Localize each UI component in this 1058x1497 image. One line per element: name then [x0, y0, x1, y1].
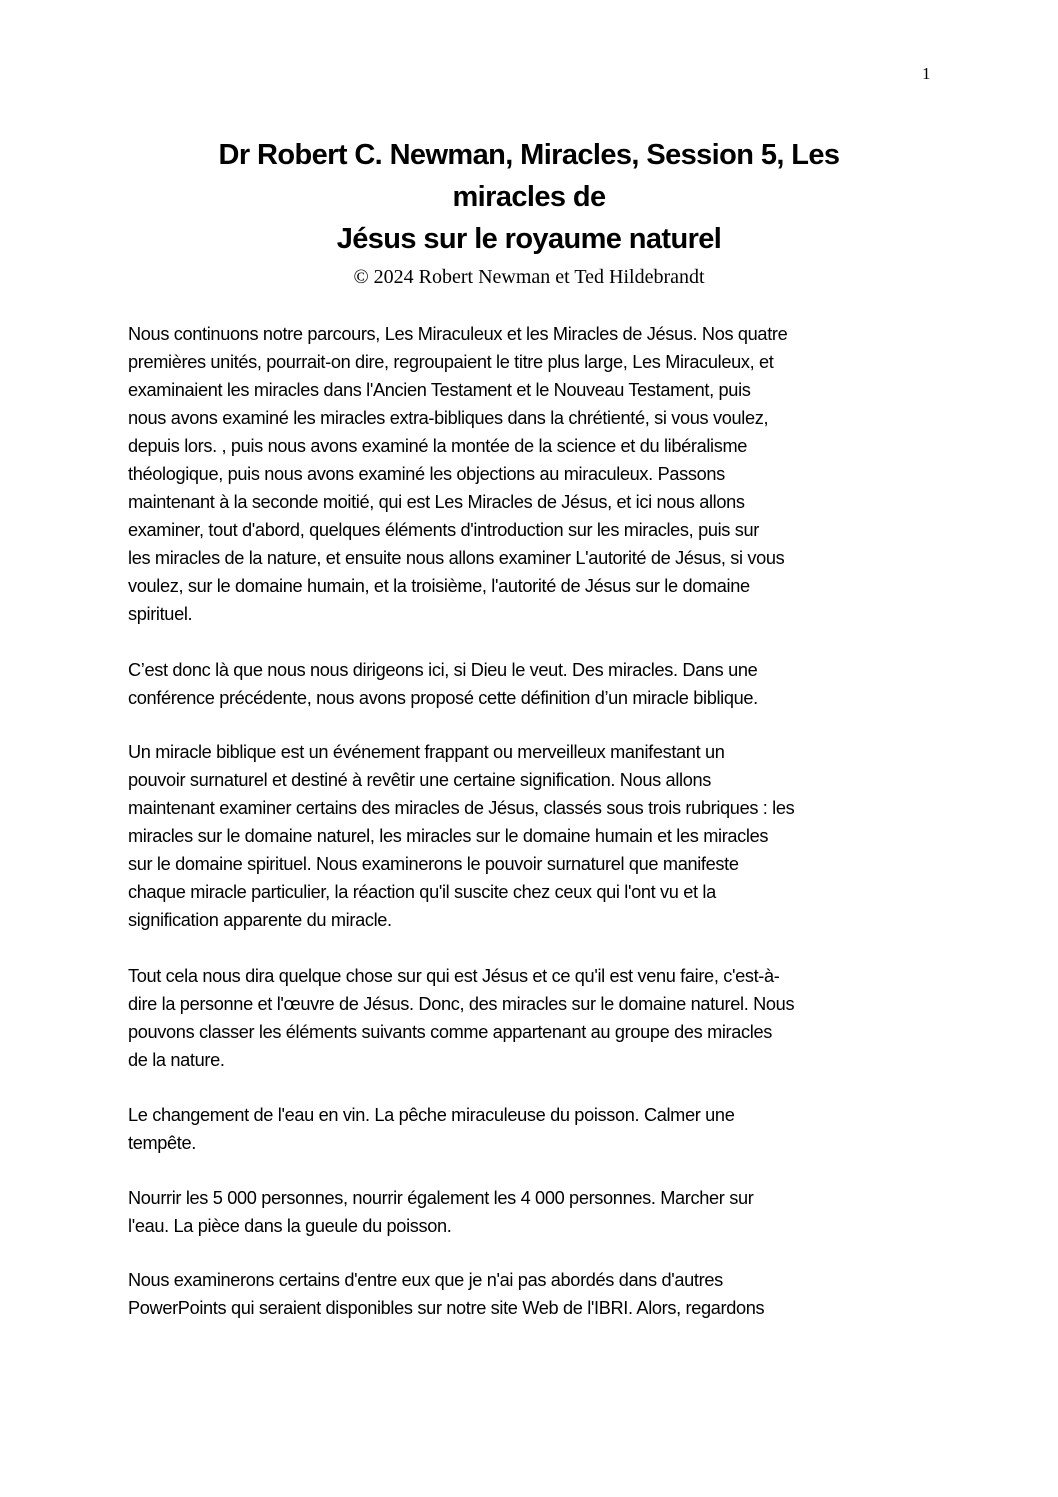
- text-line: Tout cela nous dira quelque chose sur qui est Jésus et ce qu'il est venu faire, c'est-à-: [128, 966, 780, 986]
- title-line: Jésus sur le royaume naturel: [336, 223, 722, 255]
- text-line: maintenant examiner certains des miracles de Jésus, classés sous trois rubriques : les: [128, 798, 795, 818]
- text-line: l'eau. La pièce dans la gueule du poisson.: [128, 1216, 452, 1236]
- paragraph: [128, 320, 787, 628]
- text-line: spirituel.: [128, 604, 193, 624]
- text-line: Nous examinerons certains d'entre eux que je n'ai pas abordés dans d'autres: [128, 1270, 723, 1290]
- text-line: Nous continuons notre parcours, Les Miraculeux et les Miracles de Jésus. Nos quatre: [128, 324, 788, 344]
- text-line: pouvoir surnaturel et destiné à revêtir une certaine signification. Nous allons: [128, 770, 711, 790]
- paragraph: [128, 962, 794, 1074]
- page-number: 1: [922, 64, 931, 83]
- title-line: miracles de: [452, 181, 606, 213]
- paragraph: [128, 1184, 753, 1240]
- text-line: examinaient les miracles dans l'Ancien Testament et le Nouveau Testament, puis: [128, 380, 751, 400]
- text-line: dire la personne et l'œuvre de Jésus. Donc, des miracles sur le domaine naturel. Nous: [128, 994, 795, 1014]
- paragraph: [128, 1101, 734, 1157]
- text-line: chaque miracle particulier, la réaction qu'il suscite chez ceux qui l'ont vu et la: [128, 882, 716, 902]
- copyright: © 2024 Robert Newman et Ted Hildebrandt: [353, 266, 705, 288]
- text-line: voulez, sur le domaine humain, et la troisième, l'autorité de Jésus sur le domaine: [128, 576, 750, 596]
- text-line: sur le domaine spirituel. Nous examinerons le pouvoir surnaturel que manifeste: [128, 854, 739, 874]
- text-line: Le changement de l'eau en vin. La pêche miraculeuse du poisson. Calmer une: [128, 1105, 735, 1125]
- paragraph: [128, 738, 794, 934]
- text-line: pouvons classer les éléments suivants comme appartenant au groupe des miracles: [128, 1022, 772, 1042]
- text-line: miracles sur le domaine naturel, les miracles sur le domaine humain et les miracles: [128, 826, 769, 846]
- text-line: depuis lors. , puis nous avons examiné la montée de la science et du libéralisme: [128, 436, 748, 456]
- paragraph: [128, 656, 758, 712]
- text-line: nous avons examiné les miracles extra-bibliques dans la chrétienté, si vous voulez,: [128, 408, 769, 428]
- text-line: Un miracle biblique est un événement frappant ou merveilleux manifestant un: [128, 742, 725, 762]
- text-line: de la nature.: [128, 1050, 225, 1070]
- text-line: signification apparente du miracle.: [128, 910, 392, 930]
- text-line: conférence précédente, nous avons proposé cette définition d’un miracle biblique.: [128, 688, 758, 708]
- text-line: Nourrir les 5 000 personnes, nourrir également les 4 000 personnes. Marcher sur: [128, 1188, 754, 1208]
- text-line: les miracles de la nature, et ensuite nous allons examiner L'autorité de Jésus, si vous: [128, 548, 785, 568]
- text-line: premières unités, pourrait-on dire, regroupaient le titre plus large, Les Miraculeux, et: [128, 352, 774, 372]
- text-line: C’est donc là que nous nous dirigeons ici, si Dieu le veut. Des miracles. Dans une: [128, 660, 758, 680]
- text-line: tempête.: [128, 1133, 196, 1153]
- document-title: [0, 134, 1058, 260]
- text-line: théologique, puis nous avons examiné les objections au miraculeux. Passons: [128, 464, 725, 484]
- title-line: Dr Robert C. Newman, Miracles, Session 5, Les: [218, 139, 840, 171]
- paragraph: [128, 1266, 764, 1322]
- text-line: maintenant à la seconde moitié, qui est Les Miracles de Jésus, et ici nous allons: [128, 492, 745, 512]
- text-line: PowerPoints qui seraient disponibles sur notre site Web de l'IBRI. Alors, regardons: [128, 1298, 765, 1318]
- text-line: examiner, tout d'abord, quelques éléments d'introduction sur les miracles, puis sur: [128, 520, 759, 540]
